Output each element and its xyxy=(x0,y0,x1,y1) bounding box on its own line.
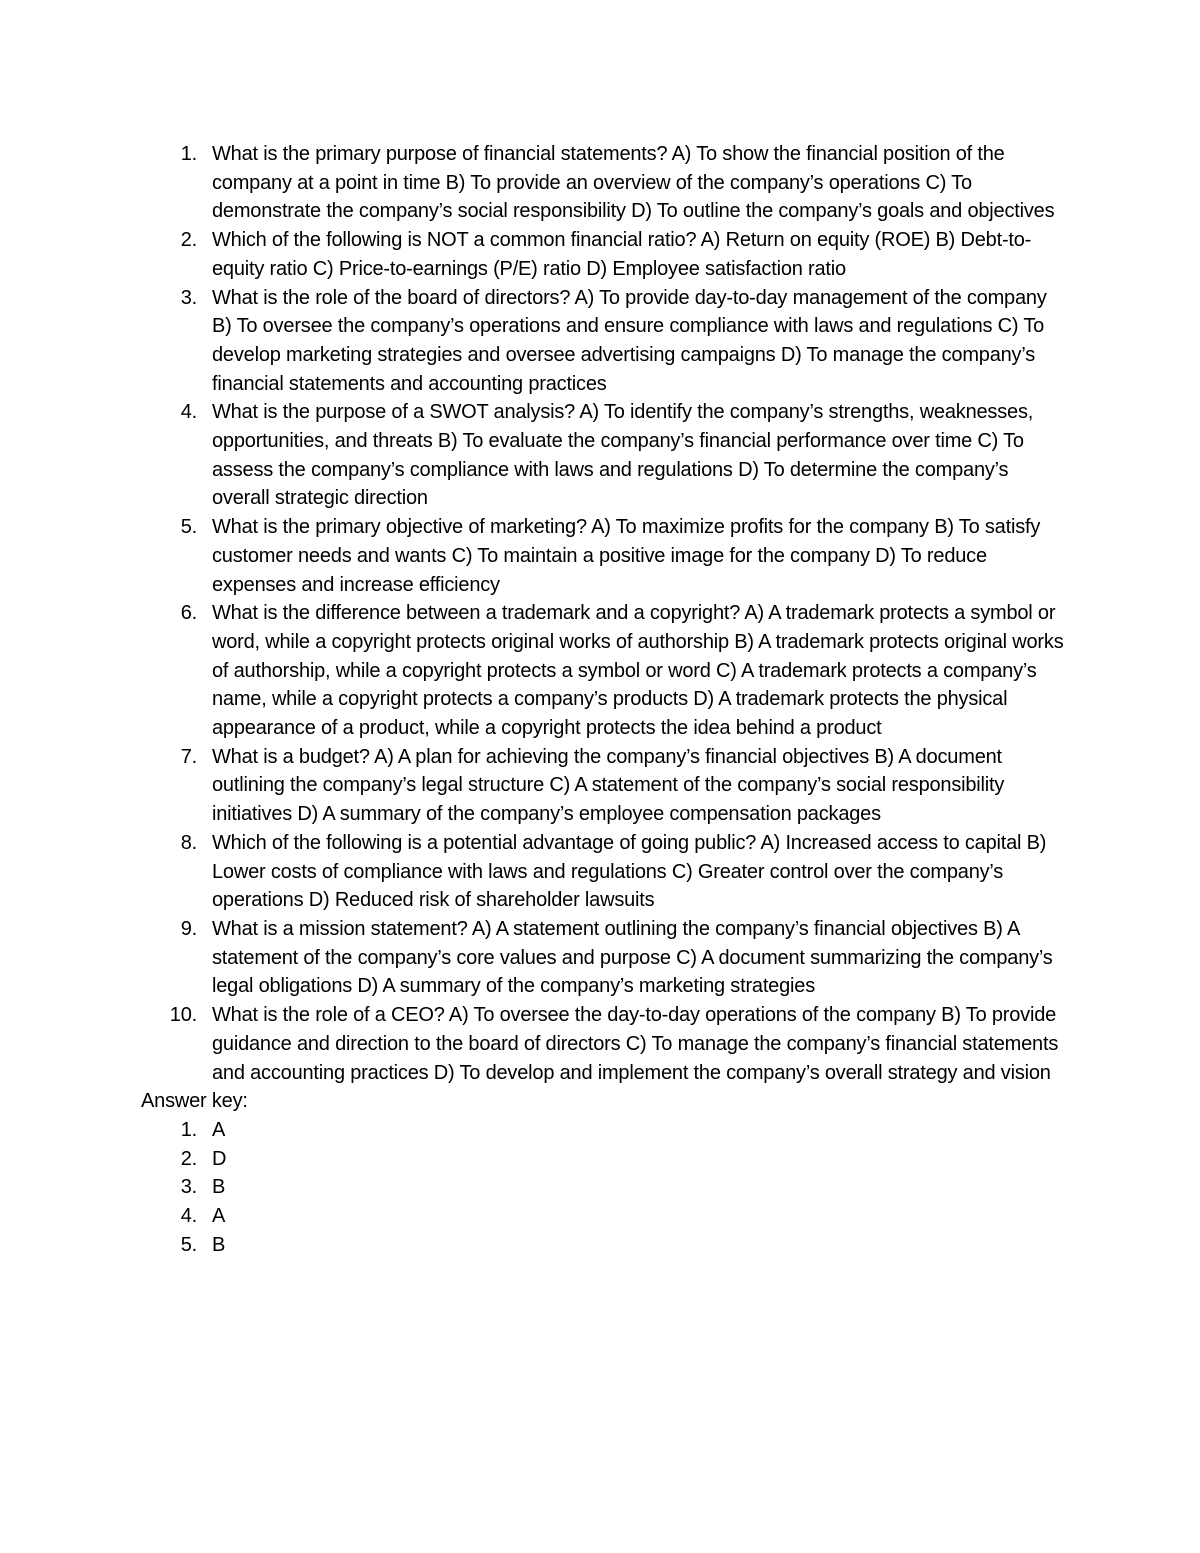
question-item xyxy=(141,829,1071,915)
question-number: 2. xyxy=(180,229,197,252)
question-item xyxy=(141,140,1071,226)
question-text: What is the role of the board of directors? A) To provide day-to-day management of the company B) To oversee the company’s operations and ensure compliance with laws and regulations C) To develop marketing strategies and oversee advertising campaigns D) To manage the company’s financial statements and accounting practices xyxy=(212,286,1047,395)
question-text: What is the purpose of a SWOT analysis? A) To identify the company’s strengths, weaknesses, opportunities, and threats B) To evaluate the company’s financial performance over time C) To assess the company’s compliance with laws and regulations D) To determine the company’s overall strategic direction xyxy=(212,401,1034,510)
question-item xyxy=(141,915,1071,1001)
question-text: What is the primary objective of marketing? A) To maximize profits for the company B) To satisfy customer needs and wants C) To maintain a positive image for the company D) To reduce expenses and increase efficiency xyxy=(212,516,1041,596)
question-number: 7. xyxy=(180,745,197,768)
answer-number: 2. xyxy=(180,1147,197,1170)
answer-letter: D xyxy=(212,1147,227,1170)
answer-item xyxy=(141,1145,1071,1174)
question-item xyxy=(141,743,1071,829)
answer-letter: B xyxy=(212,1176,226,1199)
question-text: Which of the following is NOT a common financial ratio? A) Return on equity (ROE) B) Debt-to-equity ratio C) Price-to-earnings (P/E) ratio D) Employee satisfaction ratio xyxy=(212,229,1032,280)
question-item xyxy=(141,226,1071,283)
answer-number: 3. xyxy=(180,1176,197,1199)
question-number: 1. xyxy=(180,143,197,165)
question-number: 9. xyxy=(180,917,197,940)
answer-number: 4. xyxy=(180,1205,197,1228)
question-text: Which of the following is a potential advantage of going public? A) Increased access to capital B) Lower costs of compliance with laws and regulations C) Greater control over the company’s operations D) Reduced risk of shareholder lawsuits xyxy=(212,831,1047,912)
question-number: 5. xyxy=(180,516,197,539)
question-text: What is a budget? A) A plan for achieving the company’s financial objectives B) A document outlining the company’s legal structure C) A statement of the company’s social responsibility initiatives D) A summary of the company’s employee compensation packages xyxy=(212,745,1005,826)
question-text: What is a mission statement? A) A statement outlining the company’s financial objectives B) A statement of the company’s core values and purpose C) A document summarizing the company’s legal obligations D) A summary of the company’s marketing strategies xyxy=(212,917,1053,998)
question-number: 3. xyxy=(180,286,197,309)
question-number: 8. xyxy=(180,831,197,854)
answer-key-heading: Answer key: xyxy=(141,1090,248,1113)
answer-item xyxy=(141,1231,1071,1260)
answer-letter: A xyxy=(212,1118,226,1141)
question-item xyxy=(141,284,1071,399)
answer-item xyxy=(141,1173,1071,1202)
document-content xyxy=(141,140,1071,1259)
answer-letter: A xyxy=(212,1205,226,1228)
answer-number: 5. xyxy=(180,1233,197,1256)
answer-item xyxy=(141,1116,1071,1145)
answer-key-list xyxy=(141,1116,1071,1260)
questions-list xyxy=(141,140,1071,1087)
question-item xyxy=(141,398,1071,513)
answer-letter: B xyxy=(212,1233,226,1256)
question-number: 10. xyxy=(169,1004,197,1027)
answer-number: 1. xyxy=(180,1118,197,1141)
question-text: What is the difference between a trademark and a copyright? A) A trademark protects a symbol or word, while a copyright protects original works of authorship B) A trademark protects original works of authorship, while a copyright protects a symbol or word C) A trademark protects a company’s name, while a copyright protects a company’s products D) A trademark protects the physical appearance of a product, while a copyright protects the idea behind a product xyxy=(212,602,1064,740)
question-text: What is the role of a CEO? A) To oversee the day-to-day operations of the company B) To provide guidance and direction to the board of directors C) To manage the company’s financial statements and accounting practices D) To develop and implement the company’s overall strategy and vision xyxy=(212,1004,1059,1084)
question-number: 4. xyxy=(180,401,197,424)
question-item xyxy=(141,599,1071,743)
question-item xyxy=(141,513,1071,599)
answer-item xyxy=(141,1202,1071,1231)
question-number: 6. xyxy=(180,602,197,625)
question-item xyxy=(141,1001,1071,1087)
question-text: What is the primary purpose of financial statements? A) To show the financial position of the company at a point in time B) To provide an overview of the company’s operations C) To demonstrate the company’s social responsibility D) To outline the company’s goals and objectives xyxy=(212,143,1055,223)
